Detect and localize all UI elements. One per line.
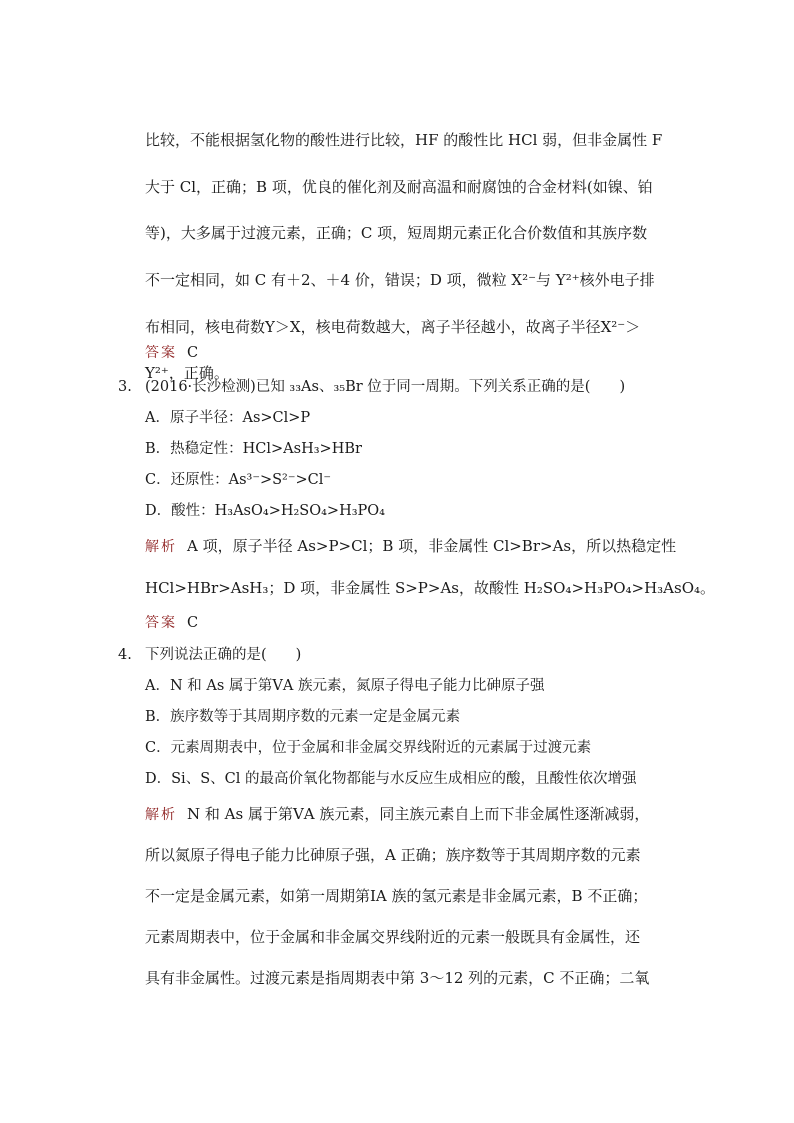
explanation-line: Y²⁺，正确。	[145, 364, 229, 382]
explanation-line: 等)，大多属于过渡元素，正确；C 项，短周期元素正化合价数值和其族序数	[145, 224, 648, 242]
answer-value: C	[187, 345, 199, 361]
explanation-line: 所以氮原子得电子能力比砷原子强，A 正确；族序数等于其周期序数的元素	[145, 846, 641, 864]
explanation-line: 布相同，核电荷数Y＞X，核电荷数越大，离子半径越小，故离子半径X²⁻＞	[145, 318, 641, 336]
option-c: C．还原性：As³⁻>S²⁻>Cl⁻	[145, 472, 332, 488]
option-b: B．热稳定性：HCl>AsH₃>HBr	[145, 441, 362, 457]
explanation-line: 元素周期表中，位于金属和非金属交界线附近的元素一般既具有金属性，还	[145, 928, 641, 946]
option-c: C．元素周期表中，位于金属和非金属交界线附近的元素属于过渡元素	[145, 740, 592, 756]
answer-row	[145, 343, 198, 363]
question-stem: 下列说法正确的是( )	[145, 647, 302, 663]
explanation-line: 比较，不能根据氢化物的酸性进行比较，HF 的酸性比 HCl 弱，但非金属性 F	[145, 131, 663, 149]
explanation-line: 大于 Cl，正确；B 项，优良的催化剂及耐高温和耐腐蚀的合金材料(如镍、铂	[145, 178, 653, 196]
answer-row	[145, 613, 198, 633]
option-d: D．Si、S、Cl 的最高价氧化物都能与水反应生成相应的酸，且酸性依次增强	[145, 771, 637, 787]
option-d: D．酸性：H₃AsO₄>H₂SO₄>H₃PO₄	[145, 503, 386, 519]
explanation-line: 具有非金属性。过渡元素是指周期表中第 3～12 列的元素，C 不正确；二氧	[145, 969, 650, 987]
explanation-line: 不一定相同，如 C 有＋2、＋4 价，错误；D 项，微粒 X²⁻与 Y²⁺核外电子排	[145, 271, 655, 289]
explanation-line: 解析 A 项，原子半径 As>P>Cl；B 项，非金属性 Cl>Br>As，所以热稳定性	[145, 537, 677, 555]
option-b: B．族序数等于其周期序数的元素一定是金属元素	[145, 709, 461, 725]
explanation-label: 解析	[145, 539, 177, 555]
explanation-line: 不一定是金属元素，如第一周期第ⅠA 族的氢元素是非金属元素，B 不正确；	[145, 887, 648, 905]
question-stem: (2016·长沙检测)已知 ₃₃As、₃₅Br 位于同一周期。下列关系正确的是( )	[145, 379, 626, 395]
explanation-line: HCl>HBr>AsH₃；D 项，非金属性 S>P>As，故酸性 H₂SO₄>H₃PO₄>H₃AsO₄。	[145, 579, 716, 597]
explanation-label: 解析	[145, 807, 177, 823]
question-number: 4.	[118, 647, 132, 663]
answer-value: C	[187, 615, 199, 631]
question-number: 3.	[118, 379, 132, 395]
option-a: A．原子半径：As>Cl>P	[145, 410, 311, 426]
answer-label: 答案	[145, 615, 177, 631]
answer-label: 答案	[145, 345, 177, 361]
explanation-line: 解析 N 和 As 属于第ⅤA 族元素，同主族元素自上而下非金属性逐渐减弱，	[145, 805, 650, 823]
option-a: A．N 和 As 属于第ⅤA 族元素，氮原子得电子能力比砷原子强	[145, 678, 545, 694]
